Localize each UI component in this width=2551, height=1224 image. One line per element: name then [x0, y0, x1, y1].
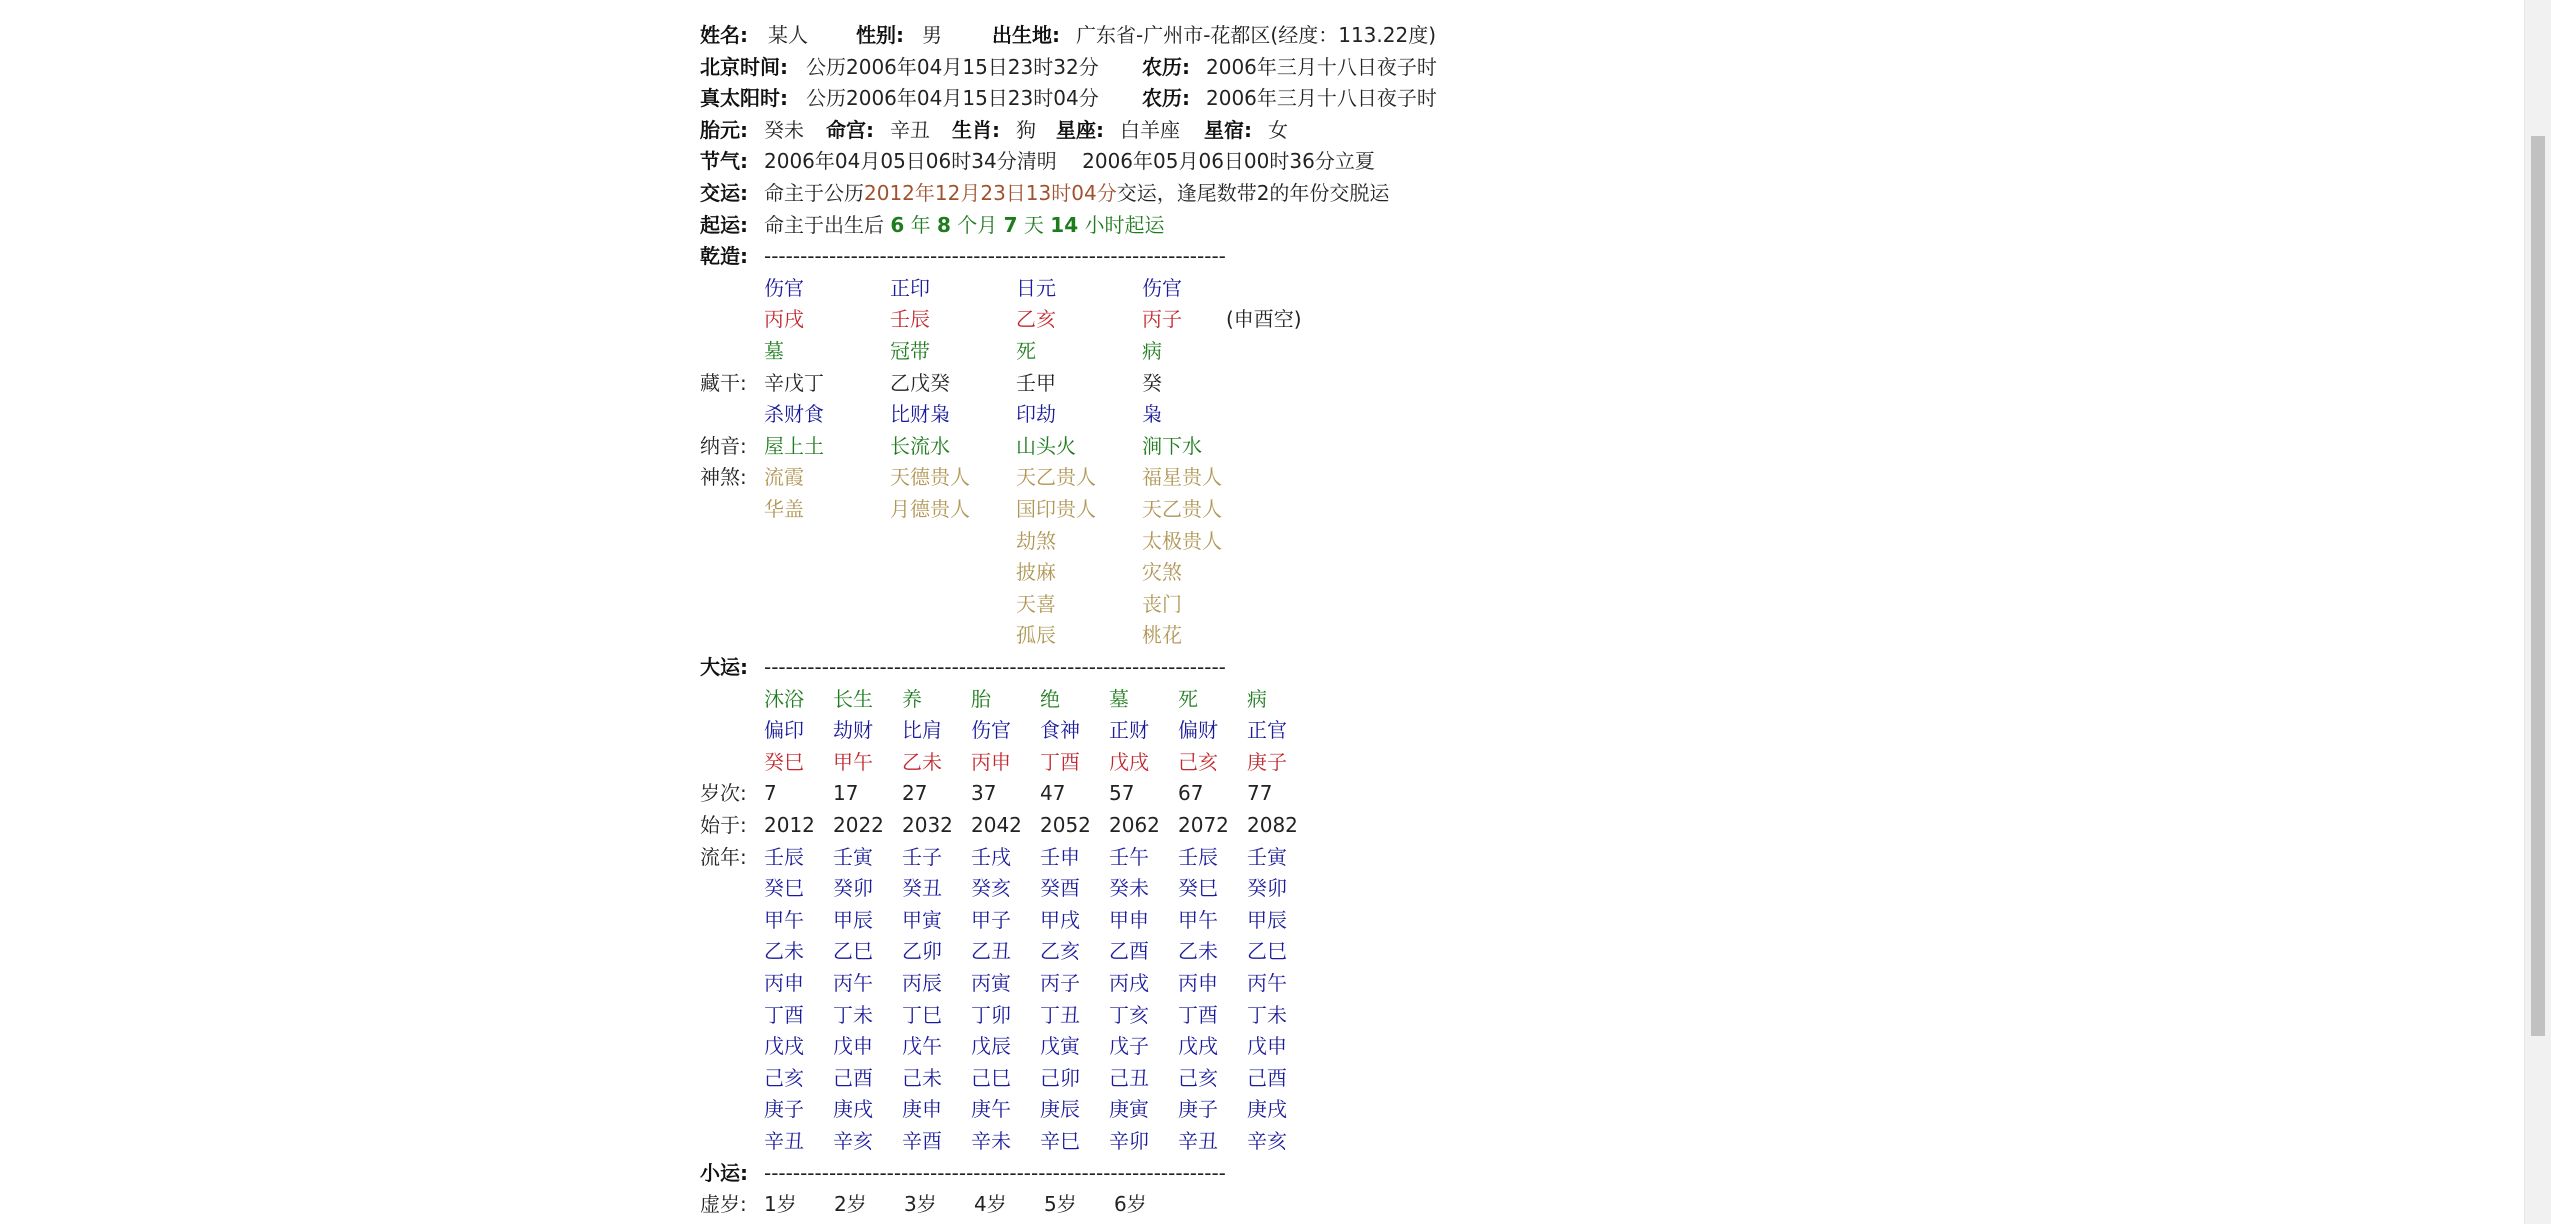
liunian-row-cell: 丙申 — [1178, 971, 1218, 995]
liunian-row-cell: 癸卯 — [1247, 876, 1287, 901]
liunian-row-cell: 乙亥 — [1040, 939, 1080, 964]
qianzao-shishen-year: 伤官 — [764, 275, 804, 300]
xiaoyun-label: 小运: — [700, 1160, 748, 1185]
liunian-row-cell: 丙戌 — [1109, 971, 1149, 995]
xusui-item: 6岁 — [1114, 1192, 1147, 1217]
liunian-row-cell: 丙午 — [1247, 971, 1287, 995]
suici-row-cell: 37 — [971, 781, 997, 806]
suici-row-cell: 67 — [1178, 781, 1204, 806]
shensha-hour: 丧门 — [1142, 591, 1182, 616]
nayin-hour: 涧下水 — [1142, 433, 1202, 458]
dayun-changsheng-row-cell: 沐浴 — [764, 686, 804, 711]
qianzao-ganzhi-hour: 丙子 — [1142, 307, 1182, 332]
liunian-row-cell: 癸酉 — [1040, 876, 1080, 901]
shiyu-row-cell: 2012 — [764, 813, 815, 837]
liunian-row-cell: 乙未 — [764, 939, 804, 964]
shensha-hour: 桃花 — [1142, 623, 1182, 648]
minggong-value: 辛丑 — [890, 117, 930, 142]
vertical-scrollbar[interactable] — [2524, 0, 2551, 1224]
shensha-hour: 天乙贵人 — [1142, 497, 1222, 521]
qianzao-shishen-day: 日元 — [1016, 275, 1056, 300]
xusui-item: 1岁 — [764, 1192, 797, 1217]
liunian-row-cell: 辛未 — [971, 1129, 1011, 1153]
qianzao-shishen-hour: 伤官 — [1142, 275, 1182, 300]
suici-row-cell: 47 — [1040, 781, 1066, 806]
canggan-hour: 癸 — [1142, 370, 1162, 395]
dayun-ganzhi-row-cell: 癸巳 — [764, 749, 804, 774]
jiaoyun-text — [764, 178, 1389, 210]
liunian-row-cell: 丁酉 — [1178, 1002, 1218, 1027]
shensha-year: 流霞 — [764, 465, 804, 490]
xusui-item: 2岁 — [834, 1192, 867, 1217]
liunian-row-cell: 甲子 — [971, 907, 1011, 932]
liunian-row-cell: 辛卯 — [1109, 1129, 1149, 1153]
dayun-ganzhi-row-cell: 己亥 — [1178, 749, 1218, 774]
liunian-row-cell: 甲寅 — [902, 907, 942, 932]
shensha-year: 华盖 — [764, 497, 804, 521]
liunian-row-cell: 庚子 — [764, 1097, 804, 1122]
xusui-item: 5岁 — [1044, 1192, 1077, 1217]
liunian-row-cell: 辛酉 — [902, 1129, 942, 1153]
gender-value: 男 — [922, 23, 942, 47]
liunian-row-cell: 丁未 — [833, 1002, 873, 1027]
jiaoyun-post: 交运，逢尾数带2的年份交脱运 — [1116, 181, 1390, 205]
qianzao-ganzhi-year: 丙戌 — [764, 307, 804, 332]
liunian-row-cell: 庚辰 — [1040, 1097, 1080, 1122]
nayin-month: 长流水 — [890, 433, 950, 458]
dayun-shishen-row-cell: 劫财 — [833, 718, 873, 743]
liunian-row-cell: 戊寅 — [1040, 1034, 1080, 1059]
suici-row-cell: 27 — [902, 781, 928, 806]
canggan-shishen-hour: 枭 — [1142, 402, 1162, 427]
liunian-row-cell: 乙丑 — [971, 939, 1011, 964]
liunian-row-cell: 庚午 — [971, 1097, 1011, 1122]
liunian-row-cell: 丁丑 — [1040, 1002, 1080, 1027]
xusui-item: 3岁 — [904, 1192, 937, 1217]
shiyu-row-cell: 2062 — [1109, 813, 1160, 837]
liunian-row-cell: 丙申 — [764, 971, 804, 995]
qianzao-shishen-month: 正印 — [890, 275, 930, 300]
liunian-row-cell: 壬辰 — [1178, 844, 1218, 869]
shensha-day: 孤辰 — [1016, 623, 1056, 648]
liunian-row-cell: 辛巳 — [1040, 1129, 1080, 1153]
suici-row-label: 岁次: — [700, 781, 747, 806]
qianzao-changsheng-month: 冠带 — [890, 339, 930, 363]
dayun-shishen-row-cell: 正财 — [1109, 718, 1149, 743]
dayun-shishen-row-cell: 比肩 — [902, 718, 942, 743]
jieqi-label: 节气: — [700, 149, 748, 174]
shiyu-row-cell: 2052 — [1040, 813, 1091, 837]
liunian-row-cell: 庚申 — [902, 1097, 942, 1122]
shensha-hour: 太极贵人 — [1142, 528, 1222, 553]
shengxiao-label: 生肖: — [952, 117, 1000, 142]
dayun-changsheng-row-cell: 胎 — [971, 686, 991, 711]
taiyuan-label: 胎元: — [700, 117, 748, 142]
liunian-row-cell: 乙巳 — [1247, 939, 1287, 964]
dayun-changsheng-row-cell: 养 — [902, 686, 922, 711]
liunian-row-cell: 辛丑 — [764, 1129, 804, 1153]
xingxiu-value: 女 — [1268, 117, 1288, 142]
liunian-row-cell: 丁亥 — [1109, 1002, 1149, 1027]
xusui-label: 虚岁: — [700, 1192, 747, 1217]
liunian-row-cell: 乙卯 — [902, 939, 942, 964]
liunian-row-cell: 己亥 — [1178, 1065, 1218, 1090]
qiyun-years: 6 — [890, 212, 905, 237]
dayun-divider: ---------------------------------------------------------------- — [764, 655, 1226, 679]
liunian-row-cell: 辛丑 — [1178, 1129, 1218, 1153]
qiyun-days: 7 — [1003, 212, 1018, 237]
qianzao-changsheng-hour: 病 — [1142, 339, 1162, 363]
dayun-changsheng-row-cell: 长生 — [833, 686, 873, 711]
canggan-label: 藏干: — [700, 370, 747, 395]
liunian-row-cell: 甲申 — [1109, 907, 1149, 932]
qiyun-months: 8 — [937, 212, 951, 237]
liunian-row-cell: 壬子 — [902, 844, 942, 869]
liunian-row-cell: 甲辰 — [833, 907, 873, 932]
liunian-row-cell: 壬申 — [1040, 844, 1080, 869]
qiyun-part: 命主于出生后 — [764, 212, 891, 237]
jieqi-value: 2006年04月05日06时34分清明 2006年05月06日00时36分立夏 — [764, 149, 1375, 174]
liunian-row-cell: 己未 — [902, 1065, 942, 1090]
liunian-row-cell: 癸巳 — [1178, 876, 1218, 901]
shiyu-row-cell: 2022 — [833, 813, 884, 837]
suici-row-cell: 7 — [764, 781, 777, 806]
liunian-row-cell: 己卯 — [1040, 1065, 1080, 1090]
xingzuo-label: 星座: — [1056, 117, 1104, 142]
dayun-changsheng-row-cell: 病 — [1247, 686, 1267, 711]
shiyu-row-cell: 2082 — [1247, 813, 1298, 837]
liunian-row-cell: 癸巳 — [764, 876, 804, 901]
qianzao-changsheng-year: 墓 — [764, 339, 784, 363]
liunian-row-cell: 丙辰 — [902, 971, 942, 995]
dayun-ganzhi-row-cell: 甲午 — [833, 749, 873, 774]
taiyuan-value: 癸未 — [764, 117, 804, 142]
liunian-row-cell: 庚戌 — [1247, 1097, 1287, 1122]
liunian-row-cell: 己巳 — [971, 1065, 1011, 1090]
liunian-row-cell: 丙寅 — [971, 971, 1011, 995]
liunian-row-cell: 戊申 — [833, 1034, 873, 1059]
shiyu-row-label: 始于: — [700, 813, 747, 837]
shiyu-row-cell: 2032 — [902, 813, 953, 837]
dayun-ganzhi-row-cell: 丙申 — [971, 749, 1011, 774]
liunian-row-cell: 戊辰 — [971, 1034, 1011, 1059]
solar-label: 真太阳时: — [700, 86, 788, 111]
liunian-row-cell: 庚寅 — [1109, 1097, 1149, 1122]
qianzao-ganzhi-day: 乙亥 — [1016, 307, 1056, 332]
shiyu-row-cell: 2042 — [971, 813, 1022, 837]
jiaoyun-pre: 命主于公历 — [764, 181, 864, 205]
qianzao-divider: ---------------------------------------------------------------- — [764, 244, 1226, 269]
dayun-shishen-row-cell: 正官 — [1247, 718, 1287, 743]
shensha-hour: 灾煞 — [1142, 560, 1182, 585]
jiaoyun-date: 2012年12月23日13时04分 — [864, 181, 1117, 205]
shiyu-row-cell: 2072 — [1178, 813, 1229, 837]
liunian-row-cell: 辛亥 — [1247, 1129, 1287, 1153]
qiyun-part: 天 — [1017, 212, 1051, 237]
liunian-row-cell: 壬辰 — [764, 844, 804, 869]
lunar-value: 2006年三月十八日夜子时 — [1206, 86, 1437, 111]
liunian-row-cell: 丁巳 — [902, 1002, 942, 1027]
nayin-label: 纳音: — [700, 433, 747, 458]
liunian-row-cell: 戊子 — [1109, 1034, 1149, 1059]
shensha-month: 月德贵人 — [890, 497, 970, 521]
liunian-row-cell: 庚戌 — [833, 1097, 873, 1122]
liunian-row-cell: 甲戌 — [1040, 907, 1080, 932]
liunian-row-cell: 丙午 — [833, 971, 873, 995]
dayun-ganzhi-row-cell: 戊戌 — [1109, 749, 1149, 774]
liunian-row-cell: 甲午 — [764, 907, 804, 932]
canggan-year: 辛戊丁 — [764, 370, 824, 395]
liunian-row-cell: 辛亥 — [833, 1129, 873, 1153]
xiaoyun-divider: ---------------------------------------------------------------- — [764, 1160, 1226, 1185]
liunian-row-cell: 壬午 — [1109, 844, 1149, 869]
liunian-row-cell: 己酉 — [1247, 1065, 1287, 1090]
shensha-label: 神煞: — [700, 465, 747, 490]
qiyun-part: 个月 — [950, 212, 1004, 237]
liunian-row-cell: 己亥 — [764, 1065, 804, 1090]
liunian-row-cell: 戊戌 — [764, 1034, 804, 1059]
xusui-item: 4岁 — [974, 1192, 1007, 1217]
liunian-row-cell: 壬寅 — [1247, 844, 1287, 869]
qiyun-label: 起运: — [700, 212, 748, 237]
qianzao-label: 乾造: — [700, 244, 748, 269]
liunian-row-cell: 壬戌 — [971, 844, 1011, 869]
name-label: 姓名: — [700, 23, 748, 47]
qiyun-part: 小时起运 — [1078, 212, 1165, 237]
nayin-year: 屋上土 — [764, 433, 824, 458]
nayin-day: 山头火 — [1016, 433, 1076, 458]
liunian-row-cell: 丁酉 — [764, 1002, 804, 1027]
qiyun-text — [764, 210, 1164, 242]
liunian-row-cell: 丁卯 — [971, 1002, 1011, 1027]
liunian-row-cell: 癸卯 — [833, 876, 873, 901]
lunar-label: 农历: — [1142, 86, 1190, 111]
gender-label: 性别: — [856, 23, 904, 47]
liunian-row-cell: 己酉 — [833, 1065, 873, 1090]
birthplace-value: 广东省-广州市-花都区(经度：113.22度) — [1076, 23, 1437, 47]
lunar-label: 农历: — [1142, 54, 1190, 79]
qiyun-hours: 14 — [1050, 212, 1079, 237]
suici-row-cell: 77 — [1247, 781, 1273, 806]
liunian-row-cell: 丙子 — [1040, 971, 1080, 995]
solar-value: 公历2006年04月15日23时04分 — [806, 86, 1099, 111]
liunian-row-cell: 乙未 — [1178, 939, 1218, 964]
liunian-row-cell: 甲辰 — [1247, 907, 1287, 932]
shensha-day: 披麻 — [1016, 560, 1056, 585]
liunian-row-cell: 壬寅 — [833, 844, 873, 869]
canggan-month: 乙戊癸 — [890, 370, 950, 395]
canggan-shishen-year: 杀财食 — [764, 402, 824, 427]
liunian-row-cell: 乙酉 — [1109, 939, 1149, 964]
liunian-row-cell: 癸亥 — [971, 876, 1011, 901]
xingzuo-value: 白羊座 — [1120, 117, 1180, 142]
dayun-changsheng-row-cell: 绝 — [1040, 686, 1060, 711]
dayun-changsheng-row-cell: 死 — [1178, 686, 1198, 711]
dayun-ganzhi-row-cell: 乙未 — [902, 749, 942, 774]
lunar-value: 2006年三月十八日夜子时 — [1206, 54, 1437, 79]
qianzao-changsheng-day: 死 — [1016, 339, 1036, 363]
minggong-label: 命宫: — [826, 117, 874, 142]
liunian-row-label: 流年: — [700, 844, 747, 869]
canggan-shishen-day: 印劫 — [1016, 402, 1056, 427]
scrollbar-thumb[interactable] — [2531, 136, 2545, 1036]
dayun-shishen-row-cell: 伤官 — [971, 718, 1011, 743]
suici-row-cell: 57 — [1109, 781, 1135, 806]
qianzao-ganzhi-month: 壬辰 — [890, 307, 930, 332]
suici-row-cell: 17 — [833, 781, 859, 806]
birthplace-label: 出生地: — [992, 23, 1060, 47]
liunian-row-cell: 戊申 — [1247, 1034, 1287, 1059]
dayun-shishen-row-cell: 偏印 — [764, 718, 804, 743]
qiyun-part: 年 — [904, 212, 937, 237]
liunian-row-cell: 丁未 — [1247, 1002, 1287, 1027]
dayun-shishen-row-cell: 食神 — [1040, 718, 1080, 743]
xingxiu-label: 星宿: — [1204, 117, 1252, 142]
dayun-shishen-row-cell: 偏财 — [1178, 718, 1218, 743]
shensha-month: 天德贵人 — [890, 465, 970, 490]
canggan-shishen-month: 比财枭 — [890, 402, 950, 427]
name-value: 某人 — [768, 23, 808, 47]
shensha-day: 劫煞 — [1016, 528, 1056, 553]
liunian-row-cell: 甲午 — [1178, 907, 1218, 932]
shensha-day: 天乙贵人 — [1016, 465, 1096, 490]
dayun-ganzhi-row-cell: 丁酉 — [1040, 749, 1080, 774]
liunian-row-cell: 己丑 — [1109, 1065, 1149, 1090]
beijing-label: 北京时间: — [700, 54, 788, 79]
dayun-changsheng-row-cell: 墓 — [1109, 686, 1129, 711]
liunian-row-cell: 戊戌 — [1178, 1034, 1218, 1059]
liunian-row-cell: 乙巳 — [833, 939, 873, 964]
dayun-label: 大运: — [700, 655, 748, 679]
liunian-row-cell: 癸丑 — [902, 876, 942, 901]
beijing-value: 公历2006年04月15日23时32分 — [806, 54, 1099, 79]
shensha-day: 天喜 — [1016, 591, 1056, 616]
jiaoyun-label: 交运: — [700, 181, 748, 205]
kongwang-note: (申酉空) — [1226, 307, 1302, 332]
liunian-row-cell: 戊午 — [902, 1034, 942, 1059]
canggan-day: 壬甲 — [1016, 370, 1056, 395]
shensha-day: 国印贵人 — [1016, 497, 1096, 521]
shengxiao-value: 狗 — [1016, 117, 1036, 142]
shensha-hour: 福星贵人 — [1142, 465, 1222, 490]
liunian-row-cell: 庚子 — [1178, 1097, 1218, 1122]
dayun-ganzhi-row-cell: 庚子 — [1247, 749, 1287, 774]
liunian-row-cell: 癸未 — [1109, 876, 1149, 901]
